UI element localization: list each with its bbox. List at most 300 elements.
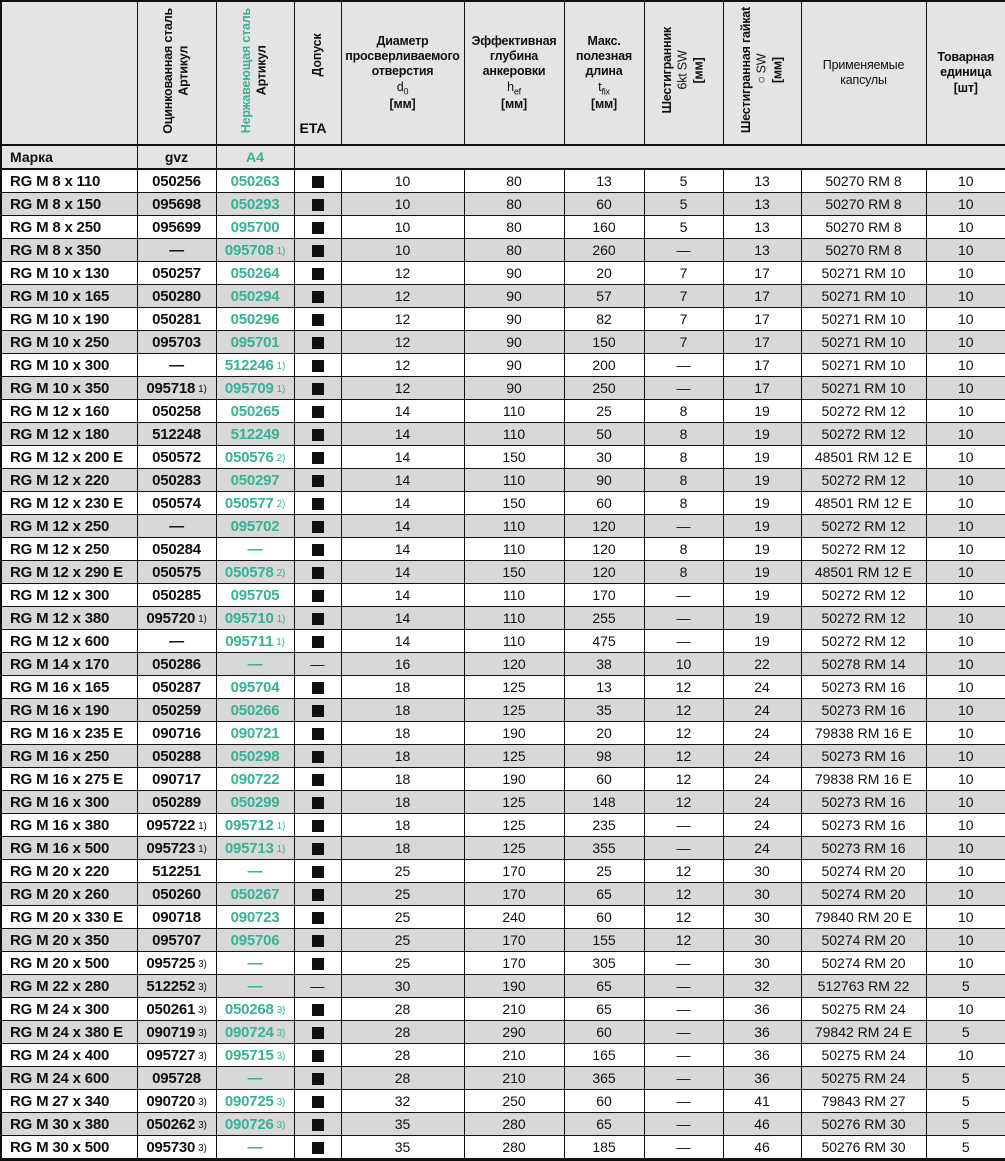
cell-marka: RG M 12 x 300 [1,584,137,607]
cell-tfix: 57 [564,285,644,308]
table-row [1,1067,1005,1090]
cell-unit: 10 [926,308,1005,331]
cell-d0: 14 [341,538,464,561]
cell-unit: 10 [926,216,1005,239]
footnote-marker: 3) [276,1027,286,1039]
cell-eta [294,308,341,331]
cell-capsule: 50273 RM 16 [801,745,926,768]
cell-gvz-article: 095698 [137,193,216,216]
cell-a4-article: 095708 1) [216,239,294,262]
cell-hef: 90 [464,377,564,400]
eta-approved-icon [312,291,324,303]
eta-approved-icon [312,935,324,947]
cell-nut-sw: 36 [723,1021,801,1044]
cell-marka: RG M 16 x 235 E [1,722,137,745]
cell-a4-article: 050576 2) [216,446,294,469]
cell-capsule: 50278 RM 14 [801,653,926,676]
cell-hex-sw: 8 [644,561,723,584]
cell-tfix: 150 [564,331,644,354]
cell-eta: — [294,975,341,998]
cell-eta [294,1044,341,1067]
table-row [1,906,1005,929]
cell-hex-sw: 8 [644,538,723,561]
cell-a4-article: 095705 [216,584,294,607]
eta-approved-icon [312,820,324,832]
cell-d0: 25 [341,952,464,975]
eta-label: ETA [299,120,327,136]
cell-nut-sw: 30 [723,860,801,883]
cell-nut-sw: 13 [723,239,801,262]
cell-hex-sw: — [644,354,723,377]
cell-capsule: 50271 RM 10 [801,354,926,377]
cell-unit: 10 [926,699,1005,722]
eta-approved-icon [312,176,324,188]
cell-marka: RG M 12 x 180 [1,423,137,446]
cell-capsule: 79838 RM 16 E [801,768,926,791]
cell-capsule: 50272 RM 12 [801,607,926,630]
cell-tfix: 65 [564,975,644,998]
cell-hef: 125 [464,837,564,860]
table-row [1,285,1005,308]
cell-a4-article: 090724 3) [216,1021,294,1044]
header-max-useful-length: Макс. полезная длина $t_{fix}$ [мм] [564,1,644,145]
table-row [1,607,1005,630]
cell-hex-sw: 5 [644,216,723,239]
cell-hex-sw: — [644,837,723,860]
header-drill-diameter: Диаметр просверливаемого отверстия $d_0$ [мм] [341,1,464,145]
cell-marka: RG M 20 x 220 [1,860,137,883]
cell-a4-article: — [216,538,294,561]
cell-unit: 10 [926,423,1005,446]
cell-eta [294,607,341,630]
cell-nut-sw: 46 [723,1136,801,1160]
cell-unit: 5 [926,1067,1005,1090]
cell-unit: 10 [926,745,1005,768]
eta-approved-icon [312,705,324,717]
cell-capsule: 50271 RM 10 [801,331,926,354]
cell-gvz-article: 050285 [137,584,216,607]
footnote-marker: 3) [276,1119,286,1131]
cell-eta [294,423,341,446]
cell-hex-sw: — [644,814,723,837]
cell-hex-sw: 8 [644,400,723,423]
cell-hef: 170 [464,929,564,952]
cell-d0: 18 [341,722,464,745]
footnote-marker: 3) [198,1119,207,1131]
cell-eta [294,883,341,906]
cell-hef: 280 [464,1113,564,1136]
cell-hex-sw: — [644,1113,723,1136]
cell-hex-sw: — [644,515,723,538]
cell-tfix: 98 [564,745,644,768]
cell-capsule: 79842 RM 24 E [801,1021,926,1044]
cell-hex-sw: 12 [644,860,723,883]
cell-unit: 10 [926,239,1005,262]
cell-tfix: 60 [564,906,644,929]
cell-eta [294,814,341,837]
cell-a4-article: 050267 [216,883,294,906]
cell-eta [294,377,341,400]
cell-capsule: 50275 RM 24 [801,1067,926,1090]
cell-d0: 14 [341,515,464,538]
cell-tfix: 90 [564,469,644,492]
footnote-marker: 1) [198,613,207,625]
table-row [1,630,1005,653]
cell-hef: 80 [464,216,564,239]
cell-hef: 90 [464,331,564,354]
cell-hef: 125 [464,745,564,768]
cell-eta [294,1021,341,1044]
eta-approved-icon [312,774,324,786]
cell-tfix: 235 [564,814,644,837]
cell-hex-sw: — [644,630,723,653]
cell-nut-sw: 46 [723,1113,801,1136]
cell-a4-article: 050264 [216,262,294,285]
cell-gvz-article: 050289 [137,791,216,814]
cell-hef: 210 [464,1044,564,1067]
cell-d0: 30 [341,975,464,998]
cell-capsule: 50272 RM 12 [801,469,926,492]
cell-gvz-article: 050574 [137,492,216,515]
cell-a4-article: — [216,952,294,975]
cell-capsule: 50272 RM 12 [801,630,926,653]
cell-tfix: 305 [564,952,644,975]
cell-marka: RG M 30 x 380 [1,1113,137,1136]
d0-symbol: $d_0$ [396,79,409,97]
cell-capsule: 50272 RM 12 [801,538,926,561]
cell-nut-sw: 24 [723,791,801,814]
cell-unit: 5 [926,1021,1005,1044]
cell-capsule: 50273 RM 16 [801,699,926,722]
cell-gvz-article: 095720 1) [137,607,216,630]
cell-d0: 16 [341,653,464,676]
cell-hex-sw: 5 [644,193,723,216]
footnote-marker: 1) [276,636,285,648]
cell-a4-article: 095715 3) [216,1044,294,1067]
cell-d0: 12 [341,308,464,331]
cell-eta [294,239,341,262]
cell-a4-article: 050296 [216,308,294,331]
cell-tfix: 185 [564,1136,644,1160]
table-row [1,929,1005,952]
cell-d0: 12 [341,377,464,400]
cell-hex-sw: 12 [644,722,723,745]
header-hex-nut-sw [723,1,801,145]
cell-nut-sw: 32 [723,975,801,998]
header-a4-article [216,1,294,145]
cell-hef: 110 [464,584,564,607]
cell-unit: 10 [926,262,1005,285]
table-row [1,584,1005,607]
eta-approved-icon [312,912,324,924]
cell-hex-sw: — [644,975,723,998]
cell-nut-sw: 24 [723,722,801,745]
cell-eta [294,906,341,929]
cell-d0: 18 [341,745,464,768]
cell-capsule: 50270 RM 8 [801,169,926,193]
cell-a4-article: 050298 [216,745,294,768]
cell-a4-article: 095713 1) [216,837,294,860]
cell-gvz-article: 095718 1) [137,377,216,400]
table-row [1,975,1005,998]
cell-unit: 5 [926,975,1005,998]
table-row [1,400,1005,423]
table-row [1,837,1005,860]
cell-gvz-article: 050572 [137,446,216,469]
cell-hef: 280 [464,1136,564,1160]
cell-marka: RG M 8 x 250 [1,216,137,239]
cell-unit: 5 [926,1136,1005,1160]
cell-tfix: 120 [564,515,644,538]
cell-gvz-article: 512252 3) [137,975,216,998]
cell-hex-sw: 8 [644,423,723,446]
cell-d0: 25 [341,883,464,906]
cell-hef: 80 [464,193,564,216]
cell-d0: 28 [341,1021,464,1044]
table-row [1,308,1005,331]
cell-d0: 12 [341,331,464,354]
cell-hex-sw: 12 [644,676,723,699]
eta-approved-icon [312,1119,324,1131]
subheader-marka: Марка [1,145,137,169]
cell-tfix: 13 [564,676,644,699]
cell-hef: 90 [464,285,564,308]
header-marka-empty [1,1,137,145]
cell-unit: 10 [926,377,1005,400]
cell-gvz-article: 050286 [137,653,216,676]
cell-capsule: 50271 RM 10 [801,308,926,331]
cell-tfix: 155 [564,929,644,952]
cell-d0: 28 [341,1044,464,1067]
cell-gvz-article: 095707 [137,929,216,952]
cell-eta [294,331,341,354]
table-row [1,860,1005,883]
cell-unit: 10 [926,469,1005,492]
cell-gvz-article: 090718 [137,906,216,929]
cell-a4-article: 050294 [216,285,294,308]
eta-approved-icon [312,1027,324,1039]
cell-hef: 150 [464,446,564,469]
cell-d0: 18 [341,768,464,791]
eta-approved-icon [312,429,324,441]
cell-eta [294,354,341,377]
cell-capsule: 50271 RM 10 [801,262,926,285]
cell-hex-sw: 12 [644,883,723,906]
cell-nut-sw: 17 [723,262,801,285]
cell-hex-sw: 12 [644,906,723,929]
cell-nut-sw: 24 [723,745,801,768]
cell-tfix: 355 [564,837,644,860]
cell-hex-sw: 12 [644,791,723,814]
cell-d0: 14 [341,446,464,469]
cell-tfix: 160 [564,216,644,239]
cell-gvz-article: 050256 [137,169,216,193]
cell-hex-sw: 7 [644,331,723,354]
cell-d0: 28 [341,998,464,1021]
table-row [1,193,1005,216]
cell-eta [294,446,341,469]
cell-tfix: 25 [564,400,644,423]
eta-approved-icon [312,222,324,234]
cell-hex-sw: 8 [644,492,723,515]
eta-approved-icon [312,383,324,395]
hexagon-vertical-label: Шестигранник 6kt SW [мм] [660,27,706,114]
cell-marka: RG M 24 x 380 E [1,1021,137,1044]
table-row [1,676,1005,699]
cell-hex-sw: — [644,952,723,975]
cell-gvz-article: 050259 [137,699,216,722]
cell-hex-sw: — [644,998,723,1021]
cell-marka: RG M 12 x 250 [1,515,137,538]
cell-capsule: 50271 RM 10 [801,285,926,308]
subheader-a4: A4 [216,145,294,169]
table-row [1,653,1005,676]
gvz-vertical-label: Оцинкованная сталь Артикул [160,7,191,134]
eta-approved-icon [312,268,324,280]
cell-eta [294,860,341,883]
cell-hef: 240 [464,906,564,929]
header-trade-unit: Товарная единица [шт] [926,1,1005,145]
cell-hef: 110 [464,469,564,492]
cell-tfix: 20 [564,722,644,745]
cell-capsule: 50275 RM 24 [801,998,926,1021]
cell-eta [294,1067,341,1090]
cell-hef: 190 [464,975,564,998]
cell-hef: 110 [464,400,564,423]
cell-unit: 10 [926,722,1005,745]
cell-nut-sw: 30 [723,952,801,975]
cell-hef: 210 [464,998,564,1021]
cell-hex-sw: — [644,1067,723,1090]
cell-a4-article: 095709 1) [216,377,294,400]
hef-symbol: $h_{ef}$ [507,79,521,97]
cell-tfix: 148 [564,791,644,814]
eta-approved-icon [312,958,324,970]
cell-eta [294,998,341,1021]
eta-approved-icon [312,452,324,464]
cell-unit: 10 [926,653,1005,676]
cell-nut-sw: 30 [723,906,801,929]
cell-d0: 18 [341,791,464,814]
table-row [1,814,1005,837]
cell-nut-sw: 24 [723,699,801,722]
cell-marka: RG M 10 x 190 [1,308,137,331]
eta-approved-icon [312,498,324,510]
cell-a4-article: 050268 3) [216,998,294,1021]
cell-hef: 250 [464,1090,564,1113]
cell-nut-sw: 36 [723,1067,801,1090]
cell-gvz-article: 095727 3) [137,1044,216,1067]
table-row [1,1113,1005,1136]
cell-tfix: 60 [564,768,644,791]
cell-unit: 10 [926,331,1005,354]
cell-nut-sw: 36 [723,998,801,1021]
cell-marka: RG M 14 x 170 [1,653,137,676]
table-row [1,722,1005,745]
cell-d0: 18 [341,699,464,722]
cell-tfix: 35 [564,699,644,722]
table-row [1,169,1005,193]
cell-gvz-article: 050280 [137,285,216,308]
cell-unit: 10 [926,584,1005,607]
cell-nut-sw: 41 [723,1090,801,1113]
cell-eta [294,791,341,814]
cell-a4-article: — [216,975,294,998]
eta-approved-icon [312,199,324,211]
cell-gvz-article: 050281 [137,308,216,331]
footnote-marker: 1) [276,820,286,832]
cell-unit: 10 [926,998,1005,1021]
table-row [1,952,1005,975]
cell-nut-sw: 22 [723,653,801,676]
cell-d0: 12 [341,285,464,308]
cell-d0: 14 [341,561,464,584]
cell-capsule: 50276 RM 30 [801,1113,926,1136]
table-row [1,791,1005,814]
cell-gvz-article: 090719 3) [137,1021,216,1044]
cell-a4-article: — [216,653,294,676]
footnote-marker: 1) [276,613,286,625]
footnote-marker: 3) [198,981,207,993]
cell-a4-article: 050293 [216,193,294,216]
cell-a4-article: 095712 1) [216,814,294,837]
eta-approved-icon [312,567,324,579]
cell-marka: RG M 12 x 220 [1,469,137,492]
cell-hef: 125 [464,676,564,699]
table-row [1,515,1005,538]
cell-d0: 18 [341,676,464,699]
cell-hex-sw: 12 [644,699,723,722]
cell-unit: 10 [926,193,1005,216]
cell-d0: 35 [341,1136,464,1160]
cell-marka: RG M 16 x 500 [1,837,137,860]
cell-eta [294,768,341,791]
cell-marka: RG M 16 x 190 [1,699,137,722]
header-gvz-article [137,1,216,145]
footnote-marker: 1) [198,383,207,395]
table-row [1,1090,1005,1113]
cell-marka: RG M 10 x 300 [1,354,137,377]
cell-marka: RG M 10 x 250 [1,331,137,354]
cell-gvz-article: 050261 3) [137,998,216,1021]
footnote-marker: 1) [276,843,286,855]
cell-gvz-article: — [137,630,216,653]
cell-marka: RG M 10 x 165 [1,285,137,308]
cell-tfix: 120 [564,561,644,584]
cell-hex-sw: 8 [644,446,723,469]
cell-hef: 110 [464,538,564,561]
cell-tfix: 20 [564,262,644,285]
cell-unit: 10 [926,814,1005,837]
subheader-spacer [294,145,1005,169]
footnote-marker: 1) [276,360,286,372]
cell-gvz-article: 095699 [137,216,216,239]
eta-approved-icon [312,521,324,533]
header-effective-depth: Эффективная глубина анкеровки $h_{ef}$ [мм] [464,1,564,145]
cell-unit: 10 [926,492,1005,515]
cell-nut-sw: 30 [723,929,801,952]
eta-approved-icon [312,1073,324,1085]
cell-unit: 10 [926,906,1005,929]
cell-tfix: 365 [564,1067,644,1090]
cell-gvz-article: 095730 3) [137,1136,216,1160]
cell-tfix: 50 [564,423,644,446]
cell-hef: 125 [464,699,564,722]
cell-unit: 10 [926,515,1005,538]
cell-d0: 10 [341,169,464,193]
cell-hex-sw: 12 [644,745,723,768]
cell-hef: 170 [464,952,564,975]
